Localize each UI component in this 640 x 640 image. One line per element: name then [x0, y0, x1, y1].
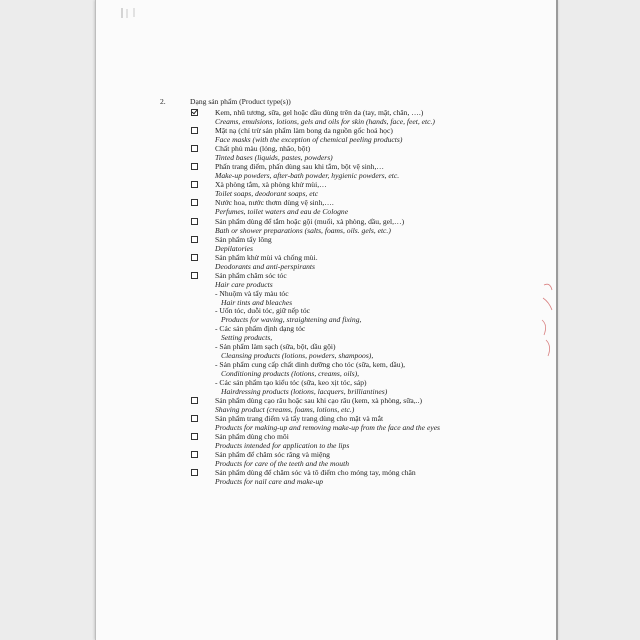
item-label-en: Shaving product (creams, foams, lotions, etc.): [215, 404, 355, 414]
item-label-en: Depilatories: [215, 243, 253, 253]
item-label-en: Hair care products: [215, 280, 273, 290]
item-label-vi: Mặt nạ (chỉ trừ sản phẩm làm bong da nguồn gốc hoá học): [215, 125, 393, 135]
item-label-vi: Chất phủ màu (lỏng, nhão, bột): [215, 143, 311, 153]
subitem-label-vi: - Các sản phẩm tạo kiểu tóc (sữa, keo xịt tóc, sáp): [215, 377, 367, 387]
item-label-en: Products intended for application to the lips: [215, 441, 350, 451]
checkbox[interactable]: [191, 451, 198, 458]
item-label-vi: Sản phẩm dùng cạo râu hoặc sau khi cạo râu (kem, xà phòng, sữa,..): [215, 395, 422, 405]
product-type-item: [160, 163, 490, 180]
subitem-label-vi: - Các sản phẩm định dạng tóc: [215, 324, 306, 334]
checkbox[interactable]: [191, 181, 198, 188]
checkbox[interactable]: [191, 272, 198, 279]
subitem-label-en: Setting products,: [221, 333, 273, 343]
item-label-en: Products for making-up and removing make-up from the face and the eyes: [215, 422, 441, 432]
checkbox[interactable]: [191, 433, 198, 440]
section-title: Dạng sản phẩm (Product type(s)): [190, 97, 291, 106]
subitem: [215, 343, 490, 360]
product-type-item: [160, 272, 490, 395]
product-type-item: [160, 199, 490, 216]
checkbox[interactable]: [191, 199, 198, 206]
product-type-item: [160, 397, 490, 414]
subitem-label-vi: - Sản phẩm làm sạch (sữa, bột, dầu gội): [215, 342, 336, 352]
product-type-item: [160, 127, 490, 144]
subitem: [215, 290, 490, 307]
hair-care-subitems: [215, 290, 490, 395]
checked-checkbox[interactable]: [191, 109, 198, 116]
checkbox[interactable]: [191, 218, 198, 225]
subitem-label-vi: - Nhuộm và tẩy màu tóc: [215, 288, 289, 298]
subitem-label-en: Cleansing products (lotions, powders, shampoos),: [221, 351, 374, 360]
subitem-label-en: Conditioning products (lotions, creams, oils),: [221, 368, 360, 378]
product-type-item: [160, 181, 490, 198]
checkbox[interactable]: [191, 469, 198, 476]
scan-marks: [120, 6, 160, 20]
section-heading: [160, 98, 490, 106]
product-type-item: [160, 415, 490, 432]
product-type-item: [160, 109, 490, 126]
product-type-item: [160, 451, 490, 468]
checkbox[interactable]: [191, 254, 198, 261]
checkbox[interactable]: [191, 397, 198, 404]
item-label-vi: Nước hoa, nước thơm dùng vệ sinh,….: [215, 198, 334, 208]
item-label-vi: Sản phẩm dùng cho môi: [215, 432, 289, 442]
item-label-en: Toilet soaps, deodorant soaps, etc: [215, 189, 319, 199]
item-label-vi: Kem, nhũ tương, sữa, gel hoặc dầu dùng trên da (tay, mặt, chân, ….): [215, 107, 424, 117]
item-label-vi: Phấn trang điểm, phấn dùng sau khi tắm, bột vệ sinh,…: [215, 162, 384, 172]
item-label-vi: Sản phẩm để chăm sóc răng và miệng: [215, 450, 330, 460]
subitem-label-en: Hairdressing products (lotions, lacquers, brilliantines): [221, 386, 388, 396]
checkbox[interactable]: [191, 236, 198, 243]
subitem: [215, 379, 490, 396]
item-label-en: Bath or shower preparations (salts, foams, oils. gels, etc.): [215, 225, 391, 235]
subitem-label-en: Products for waving, straightening and fixing,: [221, 315, 362, 325]
item-label-vi: Sản phẩm tẩy lông: [215, 234, 272, 244]
product-type-item: [160, 218, 490, 235]
item-label-vi: Sản phẩm dùng để chăm sóc và tô điểm cho móng tay, móng chân: [215, 468, 416, 478]
product-type-item: [160, 236, 490, 253]
subitem-label-vi: - Uốn tóc, duỗi tóc, giữ nếp tóc: [215, 306, 311, 316]
product-type-item: [160, 433, 490, 450]
checkbox[interactable]: [191, 415, 198, 422]
item-label-en: Make-up powders, after-bath powder, hygienic powders, etc.: [215, 171, 400, 181]
subitem-label-en: Hair tints and bleaches: [221, 297, 293, 307]
item-label-vi: Sản phẩm trang điểm và tẩy trang dùng cho mặt và mắt: [215, 413, 384, 423]
item-label-en: Face masks (with the exception of chemical peeling products): [215, 134, 403, 144]
item-label-vi: Sản phẩm chăm sóc tóc: [215, 271, 287, 281]
item-label-vi: Sản phẩm khử mùi và chống mùi.: [215, 252, 318, 262]
subitem: [215, 361, 490, 378]
item-label-en: Products for care of the teeth and the mouth: [215, 459, 349, 469]
item-label-en: Products for nail care and make-up: [215, 477, 324, 487]
item-label-en: Deodorants and anti-perspirants: [215, 261, 315, 271]
subitem: [215, 325, 490, 342]
item-label-vi: Sản phẩm dùng để tắm hoặc gội (muối, xà phòng, dầu, gel,…): [215, 216, 405, 226]
section-number: 2.: [160, 97, 166, 106]
item-label-en: Tinted bases (liquids, pastes, powders): [215, 152, 333, 162]
item-label-en: Perfumes, toilet waters and eau de Cologne: [215, 207, 349, 217]
product-type-item: [160, 469, 490, 486]
checkbox[interactable]: [191, 127, 198, 134]
item-label-en: Creams, emulsions, lotions, gels and oils for skin (hands, face, feet, etc.): [215, 116, 435, 126]
product-type-section: [160, 98, 490, 488]
subitem: [215, 307, 490, 324]
item-label-vi: Xà phòng tắm, xà phòng khử mùi,…: [215, 180, 327, 190]
product-type-item: [160, 254, 490, 271]
product-type-list: [160, 109, 490, 486]
subitem-label-vi: - Sản phẩm cung cấp chất dinh dưỡng cho tóc (sữa, kem, dầu),: [215, 359, 406, 369]
red-stamp-fragment: [540, 280, 568, 360]
product-type-item: [160, 145, 490, 162]
page-left-edge: [95, 0, 96, 640]
checkbox[interactable]: [191, 163, 198, 170]
checkbox[interactable]: [191, 145, 198, 152]
